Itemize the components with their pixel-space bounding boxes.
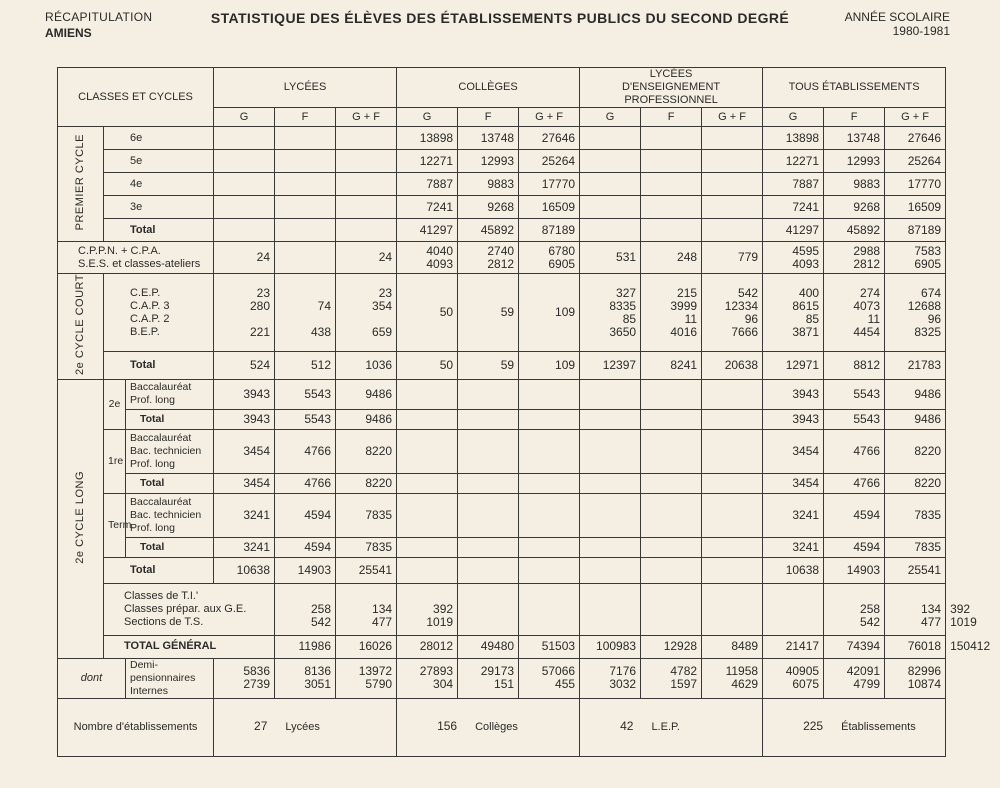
cell-lep-g [580, 473, 641, 493]
premier-cycle-row-label: 6e [104, 127, 214, 150]
cell-tous-g: 12971 [763, 352, 824, 380]
cell-lycees-g: 3454 [214, 473, 275, 493]
cycle-court-label: 2e CYCLE COURT [58, 274, 104, 380]
cell-tous-f: 5543 [824, 379, 885, 409]
cell-colleges-f: 9883 [458, 173, 519, 196]
cell-colleges-g [397, 537, 458, 557]
premier-cycle-row-label: 3e [104, 196, 214, 219]
cycle-court-labels: C.E.P. C.A.P. 3 C.A.P. 2 B.E.P. [104, 274, 214, 352]
cell-lep-f [641, 429, 702, 473]
cycle-long-2e-label: 2e [104, 379, 126, 429]
cycle-long-label: 2e CYCLE LONG [58, 379, 104, 658]
cell-tous-g: 12271 [763, 150, 824, 173]
header-classes-cycles: CLASSES ET CYCLES [58, 68, 214, 127]
cell-tous-g: 3454 [763, 429, 824, 473]
cell-colleges-g [458, 583, 519, 635]
cell-lep-gf [702, 150, 763, 173]
cell-tous-g: 13898 [763, 127, 824, 150]
cell-colleges-g [397, 473, 458, 493]
cell-colleges-f [458, 493, 519, 537]
cell-lep-g [580, 173, 641, 196]
cell-tous-f: 2988 2812 [824, 242, 885, 274]
cell-colleges-g: 50 [397, 274, 458, 352]
cell-colleges-f: 45892 [458, 219, 519, 242]
cell-lep-g: 12928 [641, 635, 702, 658]
cell-lycees-g [214, 219, 275, 242]
header-recapitulation: RÉCAPITULATION [45, 10, 153, 24]
premier-cycle-row-label: Total [104, 219, 214, 242]
header-academy: AMIENS [45, 26, 92, 40]
etablissements-label: Nombre d'établissements [58, 698, 214, 756]
etablissements-group [214, 698, 397, 756]
cell-lycees-gf: 392 1019 [397, 583, 458, 635]
cell-colleges-f: 59 [458, 352, 519, 380]
subheader-lep-g: G [580, 108, 641, 127]
cell-lycees-f [275, 150, 336, 173]
etablissements-type: Collèges [475, 721, 518, 734]
cell-colleges-gf: 87189 [519, 219, 580, 242]
cell-lycees-f [275, 127, 336, 150]
cell-colleges-gf: 100983 [580, 635, 641, 658]
cell-lycees-f: 4766 [275, 429, 336, 473]
cell-colleges-g [397, 409, 458, 429]
cell-lep-f [641, 537, 702, 557]
cell-lycees-g: 524 [214, 352, 275, 380]
cell-lep-f: 215 3999 11 4016 [641, 274, 702, 352]
cell-lep-f [702, 583, 763, 635]
cell-lycees-g: 11986 [275, 635, 336, 658]
cell-lycees-g: 3943 [214, 409, 275, 429]
cell-lep-gf [702, 173, 763, 196]
cell-lycees-g [214, 150, 275, 173]
cell-lep-f [641, 409, 702, 429]
cell-lycees-g: 3241 [214, 493, 275, 537]
cell-lep-gf [763, 583, 824, 635]
cell-tous-g: 3943 [763, 379, 824, 409]
cell-colleges-f [458, 537, 519, 557]
cell-lep-gf [702, 196, 763, 219]
cell-colleges-g: 27893 304 [397, 658, 458, 698]
cell-lycees-gf [336, 150, 397, 173]
cell-tous-g: 7241 [763, 196, 824, 219]
cell-lep-g: 7176 3032 [580, 658, 641, 698]
cell-colleges-gf: 57066 455 [519, 658, 580, 698]
etablissements-count: 27 [254, 719, 268, 734]
cell-lycees-gf: 25541 [336, 557, 397, 583]
header-lycees: LYCÉES [214, 68, 397, 108]
cell-lep-f [641, 173, 702, 196]
cell-colleges-f [458, 473, 519, 493]
cell-lycees-f: 4594 [275, 493, 336, 537]
cell-lep-f [641, 557, 702, 583]
cell-tous-g: 74394 [824, 635, 885, 658]
subheader-tous-f: F [824, 108, 885, 127]
cell-colleges-g: 12271 [397, 150, 458, 173]
cell-tous-g: 10638 [763, 557, 824, 583]
cell-lycees-f: 134 477 [336, 583, 397, 635]
cell-tous-gf: 82996 10874 [885, 658, 946, 698]
cell-lep-f: 248 [641, 242, 702, 274]
cell-colleges-f [519, 583, 580, 635]
cell-tous-f: 45892 [824, 219, 885, 242]
cell-tous-g: 3454 [763, 473, 824, 493]
cell-lycees-g [214, 127, 275, 150]
cell-lep-g: 12397 [580, 352, 641, 380]
cell-colleges-f: 51503 [519, 635, 580, 658]
cell-lycees-g: 3943 [214, 379, 275, 409]
cell-tous-gf: 8220 [885, 429, 946, 473]
cell-lycees-gf: 7835 [336, 537, 397, 557]
cell-lep-gf [702, 473, 763, 493]
subheader-tous-gf: G + F [885, 108, 946, 127]
cell-lycees-g: 10638 [214, 557, 275, 583]
statistics-table: CLASSES ET CYCLES LYCÉES COLLÈGES LYCÉES D'ENSEIGNEMENT PROFESSIONNEL TOUS ÉTABLISSEMENTS G F G + F G F G + F G F G + F G F G + F PREMIER CYCLE 6e 13898 13748 27646 13898 13748 27646 5e 12271 12993 25264 12271 12993 25264 4e 7887 9883 17770 7887 9883 17770 3e 7241 9268 16509 7241 9268 16509 Total 41297 45892 87189 41297 45892 87189 C.P.P.N. + C.P.A. S.E.S. et classes-ateliers 24 24 4040 4093 2740 2812 6780 6905 531 248 779 4595 4093 2988 2812 7583 6905 2e CYCLE COURT C.E.P. C.A.P. 3 C.A.P. 2 B.E.P. 23 280 221 74 438 23 354 659 50 59 109 327 8335 85 3650 215 3999 11 4016 542 12334 96 7666 400 8615 85 3871 274 4073 11 4454 674 12688 96 8325 Total 524 512 1036 50 59 109 12397 8241 20638 12971 8812 21783 2e CYCLE LONG 2e Baccalauréat Prof. long 3943 5543 9486 3943 5543 9486 Total 3943 5543 9486 3943 5543 9486 1re Baccalauréat Bac. technicien Prof. long 3454 4766 8220 3454 4766 8220 Total 3454 4766 8220 3454 4766 8220 Term. Baccalauréat Bac. technicien Prof. long 3241 4594 7835 3241 4594 7835 Total 3241 4594 7835 3241 4594 7835 Total 10638 14903 25541 10638 14903 25541 Classes de T.I.' Classes prépar. aux G.E. Sections de T.S. 258 542 134 477 392 1019 258 542 134 477 392 1019 TOTAL GÉNÉRAL 11986 16026 28012 49480 51503 100983 12928 8489 21417 74394 76018 150412 dont Demi-pensionnaires Internes 5836 2739 8136 3051 13972 5790 27893 304 29173 151 57066 455 7176 3032 4782 1597 11958 4629 40905 6075 42091 4799 82996 10874 Nombre d'établissements 27 Lycées 156 Collèges 42 L.E.P. 225 Établissements [57, 67, 946, 757]
cell-colleges-gf [519, 493, 580, 537]
cell-tous-f: 9883 [824, 173, 885, 196]
cell-lycees-gf: 9486 [336, 379, 397, 409]
cell-lycees-gf [336, 196, 397, 219]
cell-lep-g [580, 557, 641, 583]
cell-lep-f: 4782 1597 [641, 658, 702, 698]
cycle-long-2e-items: Baccalauréat Prof. long [126, 379, 214, 409]
cycle-long-total-label: Total [104, 557, 214, 583]
cell-tous-f: 4594 [824, 537, 885, 557]
cell-lycees-gf: 23 354 659 [336, 274, 397, 352]
cell-lep-g [580, 219, 641, 242]
cell-lycees-f: 74 438 [275, 274, 336, 352]
cell-tous-g: 4595 4093 [763, 242, 824, 274]
cell-lep-g [580, 429, 641, 473]
cell-colleges-gf: 6780 6905 [519, 242, 580, 274]
cell-lep-g [641, 583, 702, 635]
cell-lep-gf: 779 [702, 242, 763, 274]
cycle-long-subtotal-label: Total [126, 409, 214, 429]
cell-lycees-g: 258 542 [275, 583, 336, 635]
cell-lycees-g: 3241 [214, 537, 275, 557]
cell-tous-f: 4766 [824, 429, 885, 473]
cell-tous-g: 40905 6075 [763, 658, 824, 698]
cell-lycees-f: 5543 [275, 409, 336, 429]
cell-lep-gf: 11958 4629 [702, 658, 763, 698]
cell-lycees-f [275, 173, 336, 196]
cell-colleges-g [397, 429, 458, 473]
header-row-groups [58, 68, 946, 108]
cell-tous-gf: 7583 6905 [885, 242, 946, 274]
etablissements-type: L.E.P. [651, 721, 680, 734]
cell-lycees-gf: 8220 [336, 429, 397, 473]
etablissements-group [580, 698, 763, 756]
subheader-lep-f: F [641, 108, 702, 127]
cell-tous-f: 274 4073 11 4454 [824, 274, 885, 352]
etablissements-count: 225 [803, 719, 824, 734]
cell-tous-f: 4766 [824, 473, 885, 493]
cell-tous-g: 258 542 [824, 583, 885, 635]
cell-colleges-g: 13898 [397, 127, 458, 150]
subheader-colleges-gf: G + F [519, 108, 580, 127]
cell-lep-f [641, 493, 702, 537]
cycle-long-1re-items: Baccalauréat Bac. technicien Prof. long [126, 429, 214, 473]
cell-tous-f: 5543 [824, 409, 885, 429]
cell-colleges-f [458, 429, 519, 473]
cell-lep-g [580, 127, 641, 150]
cell-lycees-gf [336, 173, 397, 196]
cell-colleges-f: 59 [458, 274, 519, 352]
cell-tous-g: 400 8615 85 3871 [763, 274, 824, 352]
cell-colleges-gf [519, 409, 580, 429]
cell-colleges-gf: 109 [519, 352, 580, 380]
cell-lep-g: 531 [580, 242, 641, 274]
cell-lep-gf: 21417 [763, 635, 824, 658]
premier-cycle-label: PREMIER CYCLE [58, 127, 104, 242]
cell-tous-gf: 674 12688 96 8325 [885, 274, 946, 352]
cell-lycees-f: 8136 3051 [275, 658, 336, 698]
cell-lep-gf [702, 429, 763, 473]
cell-tous-f: 13748 [824, 127, 885, 150]
cell-lep-gf [702, 379, 763, 409]
etablissements-group [397, 698, 580, 756]
cell-tous-f: 12993 [824, 150, 885, 173]
cell-colleges-f [458, 557, 519, 583]
cell-colleges-gf: 109 [519, 274, 580, 352]
cell-colleges-f: 2740 2812 [458, 242, 519, 274]
cycle-long-subtotal-label: Total [126, 473, 214, 493]
cell-lep-f [641, 150, 702, 173]
cell-colleges-f: 29173 151 [458, 658, 519, 698]
premier-cycle-row-label: 4e [104, 173, 214, 196]
subheader-colleges-g: G [397, 108, 458, 127]
cell-tous-gf: 9486 [885, 379, 946, 409]
cell-colleges-gf [580, 583, 641, 635]
cell-lep-gf [702, 127, 763, 150]
cell-colleges-g: 7241 [397, 196, 458, 219]
cell-lycees-gf: 28012 [397, 635, 458, 658]
cell-colleges-gf: 16509 [519, 196, 580, 219]
cell-colleges-g [397, 557, 458, 583]
cell-lep-gf: 542 12334 96 7666 [702, 274, 763, 352]
cell-tous-f: 14903 [824, 557, 885, 583]
cell-tous-gf: 25541 [885, 557, 946, 583]
subheader-lycees-g: G [214, 108, 275, 127]
cell-lycees-gf: 7835 [336, 493, 397, 537]
header-lep: LYCÉES D'ENSEIGNEMENT PROFESSIONNEL [580, 68, 763, 108]
cycle-long-subtotal-label: Total [126, 537, 214, 557]
cell-lycees-f: 5543 [275, 379, 336, 409]
cell-lycees-f: 4766 [275, 473, 336, 493]
etablissements-group [763, 698, 946, 756]
page-title: STATISTIQUE DES ÉLÈVES DES ÉTABLISSEMENTS PUBLICS DU SECOND DEGRÉ [210, 10, 790, 26]
cell-tous-f: 76018 [885, 635, 946, 658]
cell-lycees-gf: 8220 [336, 473, 397, 493]
subheader-lycees-f: F [275, 108, 336, 127]
cell-lep-gf [702, 537, 763, 557]
cell-colleges-g: 7887 [397, 173, 458, 196]
cell-colleges-f [458, 409, 519, 429]
cell-tous-gf: 7835 [885, 493, 946, 537]
cell-lycees-gf [336, 127, 397, 150]
cell-tous-f: 4594 [824, 493, 885, 537]
cell-lycees-f [275, 242, 336, 274]
dont-items: Demi-pensionnaires Internes [126, 658, 214, 698]
cell-lep-f [641, 219, 702, 242]
total-general-label: TOTAL GÉNÉRAL [104, 635, 275, 658]
etablissements-count: 156 [437, 719, 458, 734]
cell-lycees-f: 512 [275, 352, 336, 380]
cell-tous-g: 3241 [763, 493, 824, 537]
cell-lycees-f [275, 196, 336, 219]
cell-lep-f [641, 127, 702, 150]
cell-lep-g [580, 409, 641, 429]
cell-tous-gf: 87189 [885, 219, 946, 242]
cell-lycees-gf [336, 219, 397, 242]
subheader-lycees-gf: G + F [336, 108, 397, 127]
cycle-long-term-items: Baccalauréat Bac. technicien Prof. long [126, 493, 214, 537]
cell-lep-f [641, 473, 702, 493]
cell-colleges-f: 9268 [458, 196, 519, 219]
cell-lep-gf [702, 409, 763, 429]
header-year-label: ANNÉE SCOLAIRE [844, 10, 950, 24]
cell-lep-g: 327 8335 85 3650 [580, 274, 641, 352]
cell-colleges-gf [519, 537, 580, 557]
cell-lep-gf [702, 493, 763, 537]
cell-lep-g [580, 493, 641, 537]
cycle-court-total-label: Total [104, 352, 214, 380]
cell-tous-f: 42091 4799 [824, 658, 885, 698]
cycle-long-1re-label: 1re [104, 429, 126, 493]
cell-lycees-g: 23 280 221 [214, 274, 275, 352]
header-year: 1980-1981 [892, 24, 950, 38]
cell-tous-g: 3943 [763, 409, 824, 429]
cell-colleges-gf: 27646 [519, 127, 580, 150]
cell-colleges-gf [519, 473, 580, 493]
cell-tous-g: 3241 [763, 537, 824, 557]
cell-lycees-f: 16026 [336, 635, 397, 658]
cell-colleges-f [458, 379, 519, 409]
cell-colleges-f: 12993 [458, 150, 519, 173]
cell-tous-f: 134 477 [885, 583, 946, 635]
cell-lep-g [580, 379, 641, 409]
cell-colleges-g: 49480 [458, 635, 519, 658]
cell-tous-gf: 27646 [885, 127, 946, 150]
premier-cycle-row-label: 5e [104, 150, 214, 173]
cell-lep-g [580, 150, 641, 173]
cell-tous-gf: 17770 [885, 173, 946, 196]
cell-lep-f: 8241 [641, 352, 702, 380]
cell-lycees-gf: 1036 [336, 352, 397, 380]
etablissements-count: 42 [620, 719, 634, 734]
cell-tous-f: 8812 [824, 352, 885, 380]
cell-tous-g: 7887 [763, 173, 824, 196]
cppn-ses-row-labels: C.P.P.N. + C.P.A. S.E.S. et classes-ateliers [58, 242, 214, 274]
cell-lycees-g: 3454 [214, 429, 275, 473]
cell-colleges-g: 4040 4093 [397, 242, 458, 274]
cell-lep-g [580, 537, 641, 557]
cell-lep-gf [702, 219, 763, 242]
cell-lep-gf: 20638 [702, 352, 763, 380]
header-tous-etablissements: TOUS ÉTABLISSEMENTS [763, 68, 946, 108]
cell-lycees-g [214, 196, 275, 219]
cell-tous-f: 9268 [824, 196, 885, 219]
cell-lycees-g: 5836 2739 [214, 658, 275, 698]
cell-lep-f [641, 196, 702, 219]
cell-lycees-gf: 13972 5790 [336, 658, 397, 698]
cell-tous-gf: 9486 [885, 409, 946, 429]
cell-tous-gf: 25264 [885, 150, 946, 173]
subheader-colleges-f: F [458, 108, 519, 127]
etablissements-type: Établissements [841, 721, 916, 734]
cell-lep-f [641, 379, 702, 409]
cell-lep-f: 8489 [702, 635, 763, 658]
cell-tous-g: 41297 [763, 219, 824, 242]
cell-colleges-gf: 17770 [519, 173, 580, 196]
cell-lycees-g: 24 [214, 242, 275, 274]
cell-lycees-gf: 24 [336, 242, 397, 274]
cell-tous-gf: 21783 [885, 352, 946, 380]
cell-colleges-g: 50 [397, 352, 458, 380]
cell-colleges-g: 41297 [397, 219, 458, 242]
etablissements-type: Lycées [285, 721, 320, 734]
cell-tous-gf: 7835 [885, 537, 946, 557]
cell-lycees-g [214, 173, 275, 196]
dont-label: dont [58, 658, 126, 698]
cell-lycees-f: 4594 [275, 537, 336, 557]
cell-lep-gf [702, 557, 763, 583]
cell-lycees-f: 14903 [275, 557, 336, 583]
cell-lycees-gf: 9486 [336, 409, 397, 429]
cell-lep-g [580, 196, 641, 219]
cell-colleges-gf [519, 429, 580, 473]
classes-ti-row-labels: Classes de T.I.' Classes prépar. aux G.E. Sections de T.S. [104, 583, 275, 635]
cell-lycees-f [275, 219, 336, 242]
cell-tous-gf: 8220 [885, 473, 946, 493]
cell-colleges-g [397, 493, 458, 537]
cell-colleges-gf: 25264 [519, 150, 580, 173]
subheader-tous-g: G [763, 108, 824, 127]
cell-colleges-gf [519, 379, 580, 409]
cycle-long-term-label: Term. [104, 493, 126, 557]
cell-colleges-gf [519, 557, 580, 583]
header-colleges: COLLÈGES [397, 68, 580, 108]
cell-colleges-g [397, 379, 458, 409]
cell-tous-gf: 16509 [885, 196, 946, 219]
subheader-lep-gf: G + F [702, 108, 763, 127]
cell-colleges-f: 13748 [458, 127, 519, 150]
